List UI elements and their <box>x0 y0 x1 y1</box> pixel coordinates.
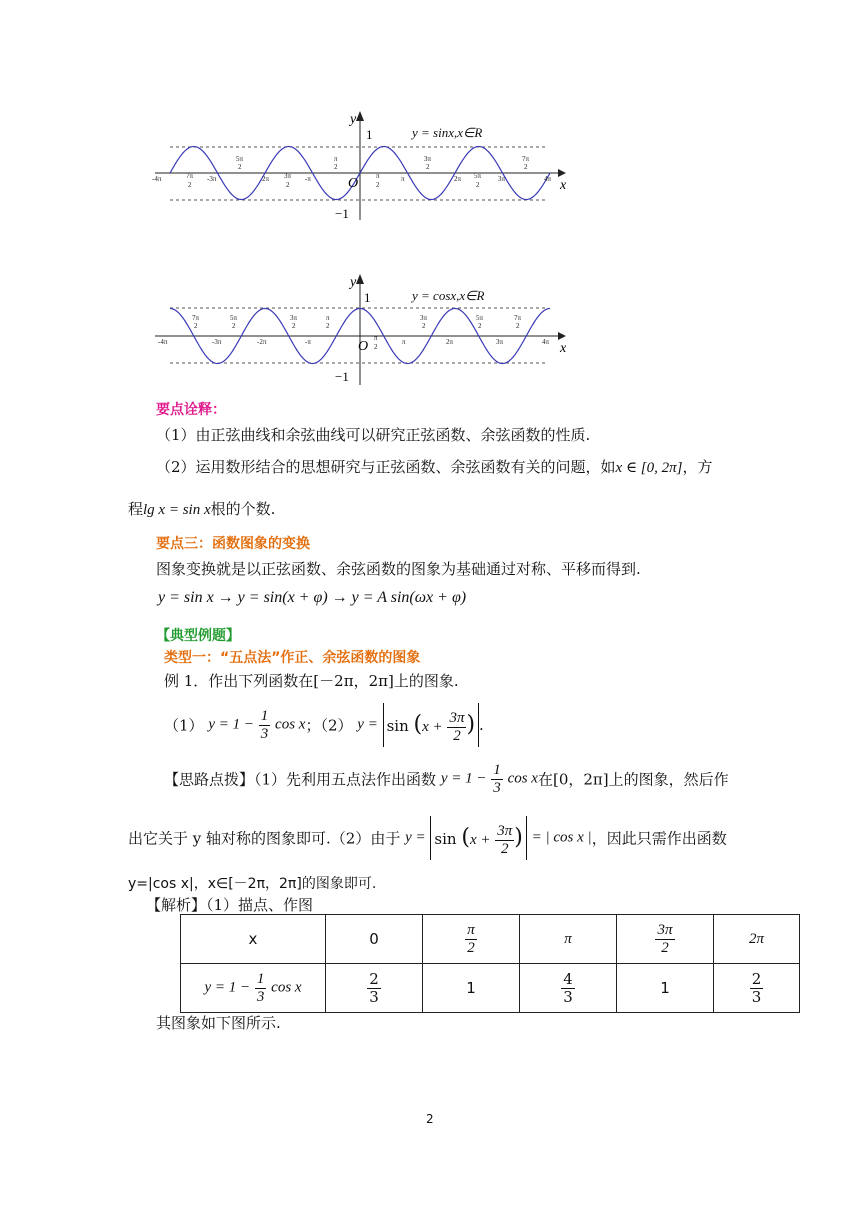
svg-text:-π: -π <box>305 338 311 346</box>
svg-text:5π: 5π <box>236 155 244 163</box>
svg-text:5π: 5π <box>476 314 484 322</box>
svg-text:π: π <box>374 334 378 342</box>
table-cell: 1 <box>423 964 520 1013</box>
svg-text:7π: 7π <box>522 155 530 163</box>
svg-text:2: 2 <box>516 322 520 330</box>
svg-text:7π: 7π <box>514 314 522 322</box>
svg-text:2: 2 <box>426 163 430 171</box>
table-cell: $\frac{2}{3}$ <box>326 964 423 1013</box>
notes-heading: 要点诠释： <box>156 402 226 418</box>
svg-text:2: 2 <box>194 322 198 330</box>
svg-text:3π: 3π <box>496 338 504 346</box>
table-cell: y = 1 − $\frac{1}{3}$ cos x <box>181 964 326 1013</box>
svg-text:3π: 3π <box>424 155 432 163</box>
svg-text:1: 1 <box>366 127 373 142</box>
svg-text:y: y <box>350 275 357 290</box>
svg-text:-4π: -4π <box>152 175 162 183</box>
table-row <box>181 915 800 964</box>
table-cell: $\frac{3\pi}{2}$ <box>617 915 714 964</box>
svg-text:7π: 7π <box>192 314 200 322</box>
table-cell: $\frac{2}{3}$ <box>714 964 800 1013</box>
point3-text: 图象变换就是以正弦函数、余弦函数的图象为基础通过对称、平移而得到. <box>156 560 641 578</box>
svg-text:2: 2 <box>334 163 338 171</box>
svg-text:3π: 3π <box>284 172 292 180</box>
solution-label: 【解析】（1）描点、作图 <box>146 896 314 914</box>
svg-text:-π: -π <box>305 175 311 183</box>
svg-text:1: 1 <box>364 290 371 305</box>
svg-text:O: O <box>348 176 359 191</box>
svg-text:2: 2 <box>238 163 242 171</box>
svg-text:2: 2 <box>232 322 236 330</box>
table-cell: $\frac{4}{3}$ <box>520 964 617 1013</box>
svg-text:5π: 5π <box>230 314 238 322</box>
svg-text:2: 2 <box>292 322 296 330</box>
hint-line3: y=|cos x|，x∈[－2π，2π]的图象即可. <box>128 876 377 892</box>
svg-text:-4π: -4π <box>158 338 168 346</box>
sine-formula: y = sinx,x∈R <box>412 125 483 140</box>
svg-text:3π: 3π <box>290 314 298 322</box>
sine-graph <box>150 105 575 225</box>
svg-text:π: π <box>401 175 405 183</box>
hint-line2: 出它关于 y 轴对称的图象即可.（2）由于 y = sin (x + $\frac{3\pi}{2}$ ) = | cos x |，因此只需作出函数 <box>128 816 727 860</box>
table-cell: 0 <box>326 915 423 964</box>
solution-after: 其图象如下图所示. <box>156 1014 281 1032</box>
svg-text:-2π: -2π <box>257 338 267 346</box>
table-row <box>181 964 800 1013</box>
svg-text:π: π <box>326 314 330 322</box>
examples-heading: 【典型例题】 <box>156 628 240 644</box>
svg-text:O: O <box>358 339 369 354</box>
table-cell: π <box>520 915 617 964</box>
values-table <box>180 914 800 1013</box>
notes-p1: （1）由正弦曲线和余弦曲线可以研究正弦函数、余弦函数的性质. <box>156 426 591 444</box>
svg-text:2π: 2π <box>454 175 462 183</box>
svg-text:π: π <box>376 172 380 180</box>
svg-text:2π: 2π <box>446 338 454 346</box>
svg-text:7π: 7π <box>186 172 194 180</box>
svg-text:3π: 3π <box>498 175 506 183</box>
svg-text:-3π: -3π <box>212 338 222 346</box>
example1-items: （1） y = 1 − $\frac{1}{3}$ cos x；（2） y = sin (x + $\frac{3\pi}{2}$ ) . <box>164 703 484 747</box>
svg-text:5π: 5π <box>474 172 482 180</box>
svg-text:-3π: -3π <box>207 175 217 183</box>
table-cell: $\frac{\pi}{2}$ <box>423 915 520 964</box>
table-cell: x <box>181 915 326 964</box>
svg-text:4π: 4π <box>544 175 552 183</box>
svg-text:2: 2 <box>422 322 426 330</box>
notes-p2: （2）运用数形结合的思想研究与正弦函数、余弦函数有关的问题，如x ∈ [0, 2π]，方 <box>156 458 713 476</box>
svg-text:−1: −1 <box>335 369 349 384</box>
example1: 例 1．作出下列函数在[－2π，2π]上的图象. <box>164 672 459 690</box>
svg-text:2: 2 <box>326 322 330 330</box>
svg-text:π: π <box>334 155 338 163</box>
table-cell: 1 <box>617 964 714 1013</box>
svg-text:π: π <box>402 338 406 346</box>
table-cell: 2π <box>714 915 800 964</box>
point3-formula: y = sin x → y = sin(x + φ) → y = A sin(ωx + φ) <box>158 589 467 606</box>
svg-text:2: 2 <box>374 343 378 351</box>
svg-text:2: 2 <box>478 322 482 330</box>
cosine-formula: y = cosx,x∈R <box>412 288 485 303</box>
hint-line1: 【思路点拨】（1）先利用五点法作出函数 y = 1 − $\frac{1}{3}$ cos x在[0，2π]上的图象，然后作 <box>164 762 729 796</box>
page-number: 2 <box>426 1112 434 1126</box>
point3-heading: 要点三：函数图象的变换 <box>156 536 310 552</box>
svg-text:x: x <box>560 341 567 356</box>
svg-text:2: 2 <box>524 163 528 171</box>
svg-text:3π: 3π <box>420 314 428 322</box>
type1-heading: 类型一：“五点法”作正、余弦函数的图象 <box>164 650 421 666</box>
svg-text:2: 2 <box>476 181 480 189</box>
svg-text:x: x <box>560 178 567 193</box>
svg-text:4π: 4π <box>542 338 550 346</box>
notes-p3: 程lg x = sin x根的个数. <box>128 500 276 518</box>
svg-text:2π: 2π <box>262 175 270 183</box>
cosine-graph <box>150 270 575 390</box>
svg-text:2: 2 <box>286 181 290 189</box>
svg-text:y: y <box>350 112 357 127</box>
svg-text:2: 2 <box>376 181 380 189</box>
svg-text:2: 2 <box>188 181 192 189</box>
svg-text:−1: −1 <box>335 206 349 221</box>
